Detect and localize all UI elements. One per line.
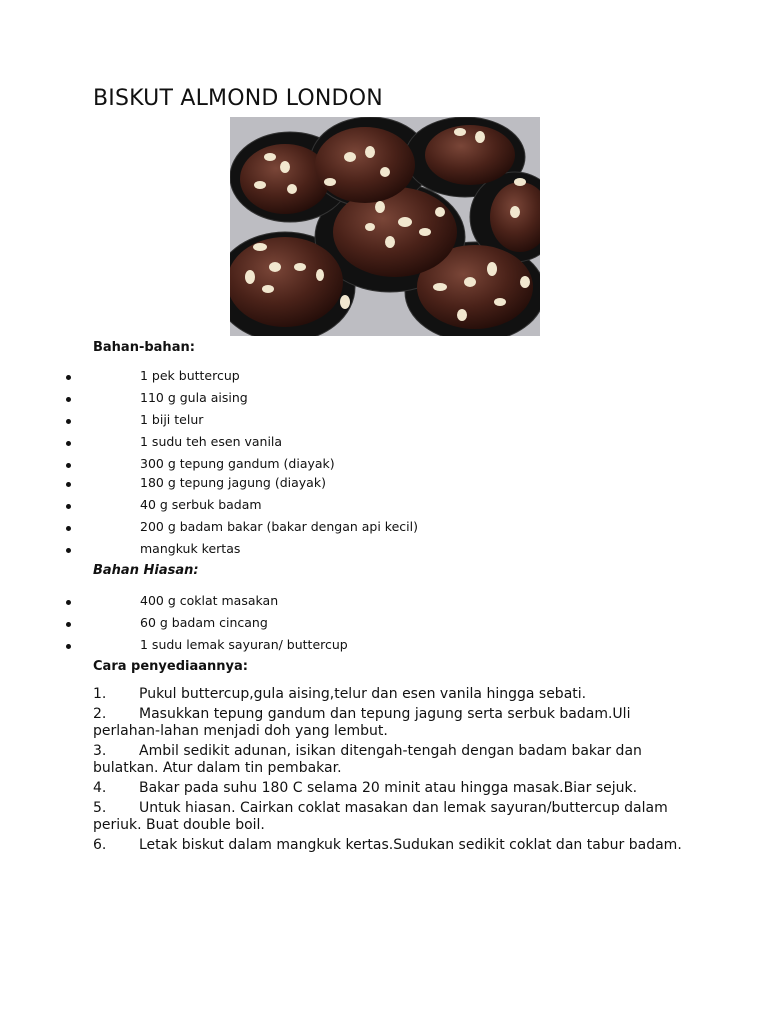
- method-heading: Cara penyediaannya:: [93, 659, 248, 674]
- list-item: 180 g tepung jagung (diayak): [0, 475, 768, 495]
- list-item: 400 g coklat masakan: [0, 593, 768, 613]
- bullet-icon: [66, 504, 71, 509]
- list-item: 60 g badam cincang: [0, 615, 768, 635]
- step-item: [93, 743, 683, 777]
- step-number: 5.: [93, 800, 107, 816]
- bullet-icon: [66, 375, 71, 380]
- step-number: 3.: [93, 743, 107, 759]
- step-text: Pukul buttercup,gula aising,telur dan esen vanila hingga sebati.: [139, 686, 587, 702]
- step-item: [93, 686, 683, 703]
- chocolate-almond-cookies-image: [230, 117, 540, 336]
- list-item: 300 g tepung gandum (diayak): [0, 456, 768, 476]
- bullet-icon: [66, 526, 71, 531]
- list-item: 200 g badam bakar (bakar dengan api kecil): [0, 519, 768, 539]
- bullet-icon: [66, 622, 71, 627]
- step-number: 6.: [93, 837, 107, 853]
- step-text: Untuk hiasan. Cairkan coklat masakan dan lemak sayuran/buttercup dalam periuk. Buat double boil.: [93, 800, 668, 833]
- bullet-icon: [66, 548, 71, 553]
- cookie-photo: [230, 117, 540, 336]
- list-item: 1 biji telur: [0, 412, 768, 432]
- list-item: 110 g gula aising: [0, 390, 768, 410]
- list-item: 40 g serbuk badam: [0, 497, 768, 517]
- list-item: mangkuk kertas: [0, 541, 768, 561]
- list-item: 1 pek buttercup: [0, 368, 768, 388]
- method-steps: [93, 686, 683, 857]
- step-text: Masukkan tepung gandum dan tepung jagung serta serbuk badam.Uli perlahan-lahan menjadi doh yang lembut.: [93, 706, 631, 739]
- step-text: Letak biskut dalam mangkuk kertas.Sudukan sedikit coklat dan tabur badam.: [139, 837, 682, 853]
- bullet-icon: [66, 600, 71, 605]
- step-number: 1.: [93, 686, 107, 702]
- step-item: [93, 780, 683, 797]
- recipe-title: BISKUT ALMOND LONDON: [93, 86, 383, 111]
- step-item: [93, 800, 683, 834]
- step-text: Bakar pada suhu 180 C selama 20 minit atau hingga masak.Biar sejuk.: [139, 780, 638, 796]
- step-number: 2.: [93, 706, 107, 722]
- step-item: [93, 706, 683, 740]
- bullet-icon: [66, 441, 71, 446]
- bullet-icon: [66, 397, 71, 402]
- bullet-icon: [66, 482, 71, 487]
- list-item: 1 sudu lemak sayuran/ buttercup: [0, 637, 768, 657]
- bullet-icon: [66, 419, 71, 424]
- step-text: Ambil sedikit adunan, isikan ditengah-tengah dengan badam bakar dan bulatkan. Atur dalam tin pembakar.: [93, 743, 642, 776]
- step-number: 4.: [93, 780, 107, 796]
- bullet-icon: [66, 644, 71, 649]
- decoration-heading: Bahan Hiasan:: [93, 563, 199, 578]
- bullet-icon: [66, 463, 71, 468]
- list-item: 1 sudu teh esen vanila: [0, 434, 768, 454]
- ingredients-heading: Bahan-bahan:: [93, 340, 195, 355]
- step-item: [93, 837, 683, 854]
